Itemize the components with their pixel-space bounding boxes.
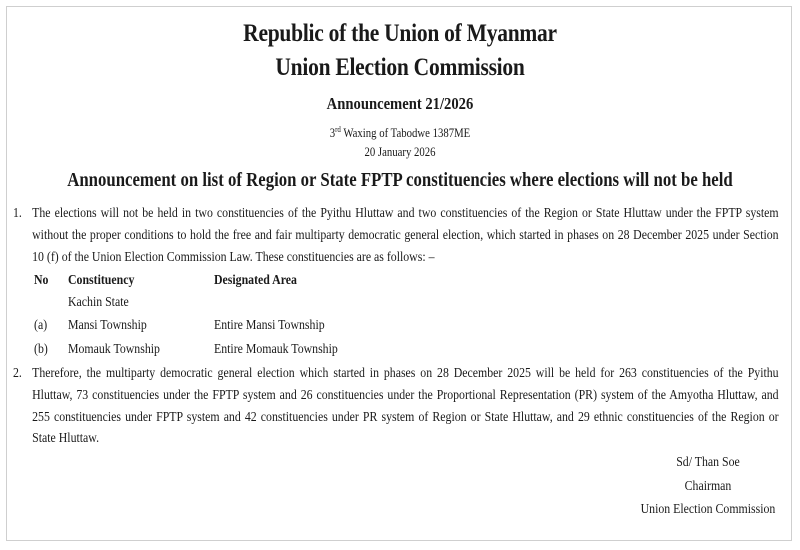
title-line-2: Union Election Commission	[275, 54, 525, 81]
table-row-b-no: (b)	[34, 341, 48, 356]
table-header-constituency: Constituency	[68, 272, 135, 287]
signature-organization: Union Election Commission	[640, 501, 776, 516]
signature-name: Sd/ Than Soe	[676, 454, 740, 469]
table-row-a-constituency: Mansi Township	[68, 317, 147, 332]
table-row-b-area: Entire Momauk Township	[214, 341, 338, 356]
announcement-heading: Announcement on list of Region or State FPTP constituencies where elections will not be held	[67, 170, 733, 191]
paragraph-2-text: Therefore, the multiparty democratic general election which started in phases on 28 December 2025 will be held for 263 constituencies of the Pyithu Hluttaw, 73 constituencies under the FPTP system and 26 constituencies under the Proportional Representation (PR) system of the Amyotha Hluttaw, and 255 constituencies under FPTP system and 42 constituencies under PR system of Region or State Hluttaw, and 29 ethnic constituencies of the Region or State Hluttaw.	[32, 365, 779, 446]
paragraph-2-number: 2.	[13, 365, 22, 380]
table-header-designated-area: Designated Area	[214, 272, 297, 287]
announcement-number: Announcement 21/2026	[326, 94, 474, 113]
title-line-1: Republic of the Union of Myanmar	[243, 20, 557, 47]
paragraph-1-number: 1.	[13, 205, 22, 220]
paragraph-1-text: The elections will not be held in two constituencies of the Pyithu Hluttaw and two constituencies of the Region or State Hluttaw under the FPTP system without the proper conditions to hold the free and fair multiparty democratic general election, which started in phases on 28 December 2025 under Section 10 (f) of the Union Election Commission Law. These constituencies are as follows: –	[32, 205, 779, 264]
signature-title: Chairman	[684, 478, 732, 493]
table-state-label: Kachin State	[68, 294, 129, 309]
table-header-no: No	[34, 272, 49, 287]
table-row-a-no: (a)	[34, 317, 48, 332]
date-gregorian: 20 January 2026	[364, 145, 436, 159]
date-myanmar: 3rd Waxing of Tabodwe 1387ME	[329, 125, 471, 141]
table-row-b-constituency: Momauk Township	[68, 341, 160, 356]
table-row-a-area: Entire Mansi Township	[214, 317, 325, 332]
